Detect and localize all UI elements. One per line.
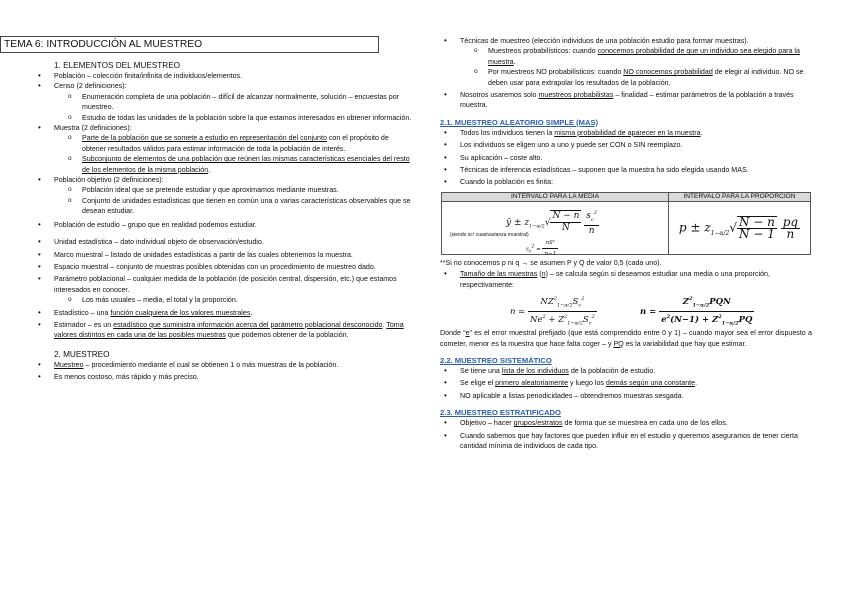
tamano-list bbox=[440, 269, 812, 290]
underlined-text: lista de los individuos bbox=[501, 366, 569, 375]
table-header-media: INTERVALO PARA LA MEDIA bbox=[442, 192, 669, 201]
list-item bbox=[34, 308, 414, 318]
text: que podemos obtener de la población. bbox=[225, 331, 349, 340]
text: Estimador – es un bbox=[54, 320, 114, 329]
muestreo-list bbox=[34, 360, 414, 383]
text: . bbox=[208, 165, 211, 174]
list-item bbox=[440, 366, 812, 376]
fraction: $\frac{N - n}{N}$ bbox=[552, 211, 580, 233]
text: Objetivo – hacer bbox=[460, 419, 514, 428]
text: – procedimiento mediante el cual se obtienen 1 o más muestras de la población. bbox=[83, 360, 339, 369]
text: de la población de estudio. bbox=[568, 366, 656, 375]
list-item: • Marco muestral – listado de unidades estadísticas a partir de las cuales obtenemos la muestra. bbox=[34, 250, 414, 260]
sample-size-formulas bbox=[440, 290, 812, 326]
list-item bbox=[440, 269, 812, 290]
estratificado-list bbox=[440, 418, 812, 451]
underlined-text: Subconjunto de elementos de una población que reúnen las mismas características esenciales del resto de los elementos de la misma población bbox=[82, 155, 410, 174]
text: . bbox=[513, 57, 516, 66]
list-item: • Población objetivo (2 definiciones): bbox=[34, 175, 414, 185]
page-title: TEMA 6: INTRODUCCIÓN AL MUESTREO bbox=[0, 36, 379, 53]
text: Todos los individuos tienen la bbox=[460, 128, 555, 137]
list-item bbox=[440, 67, 812, 88]
proportion-interval-formula: $p \pm z_{1-\alpha/2}√$ $\frac{N - n}{N - 1}$ $\frac{pq}{n}$ bbox=[678, 215, 799, 241]
underlined-text: estadístico que suministra información acerca del parámetro poblacional desconocido bbox=[113, 320, 383, 329]
list-item: • NO aplicable a listas periodicidades – obtendremos muestras sesgada. bbox=[440, 391, 812, 401]
donde-paragraph bbox=[440, 328, 812, 349]
text: Muestreos probabilísticos: cuando bbox=[488, 47, 598, 56]
sample-size-proportion-formula: n = $\frac{Z^2_{1-\alpha/2}PQN}{e^2(N-1) + Z^2_{1-\alpha/2}PQ}$ bbox=[640, 296, 753, 327]
tecnicas-list bbox=[440, 36, 812, 111]
section-heading-estratificado bbox=[440, 407, 812, 418]
list-item: • Población de estudio – grupo que en realidad podemos estudiar. bbox=[34, 220, 414, 230]
underlined-text: e bbox=[465, 329, 470, 338]
list-item bbox=[440, 90, 812, 111]
list-item: • Es menos costoso, más rápido y más preciso. bbox=[34, 372, 414, 382]
section-heading-elementos: 1. ELEMENTOS DEL MUESTREO bbox=[54, 61, 181, 70]
underlined-text: n bbox=[541, 270, 546, 279]
table-header-proporcion: INTERVALO PARA LA PROPORCIÓN bbox=[669, 192, 811, 201]
text: Estadístico – una bbox=[54, 308, 111, 317]
underlined-text: misma probabilidad de aparecer en la muestra bbox=[554, 128, 701, 137]
heading-text: 2.2. MUESTREO SISTEMÁTICO bbox=[440, 355, 552, 365]
sistematico-list bbox=[440, 366, 812, 401]
mean-interval-formula: ȳ ± $z_{1-\alpha/2}√$ $\frac{N - n}{N}$ $\frac{s_c^2}{n}$ bbox=[506, 209, 597, 237]
underlined-text: demás según una constante bbox=[605, 379, 696, 388]
underlined-text: grupos/estratos bbox=[513, 419, 563, 428]
text: . bbox=[700, 128, 703, 137]
text: con el propósito de obtener resultados válidos para estimar información de toda la población de interés. bbox=[82, 134, 389, 153]
section-heading-sistematico bbox=[440, 355, 812, 366]
list-item bbox=[34, 320, 414, 341]
list-item bbox=[34, 154, 414, 175]
underlined-text: muestreos probabilistas bbox=[538, 91, 614, 100]
text: ( bbox=[537, 270, 542, 279]
list-item: o Población ideal que se pretende estudiar y que aproximamos mediante muestras. bbox=[34, 185, 414, 195]
list-item: • Cuando sabemos que hay factores que pueden influir en el estudio y queremos aseguramos de tener cierta cantidad mínima de individuos de cada tipo. bbox=[440, 431, 812, 452]
section-heading-mas bbox=[440, 117, 812, 128]
variance-formula: $s_c^2$ = $\frac{\text{nS²}}{n-1}$ bbox=[526, 239, 557, 258]
text: Nosotros usaremos solo bbox=[460, 91, 539, 100]
left-column bbox=[34, 0, 414, 383]
formula-media bbox=[442, 201, 669, 258]
list-item bbox=[440, 128, 812, 138]
text: ) – se calcula según si deseamos estudiar una media o una proporción, respectivamente: bbox=[460, 270, 770, 289]
underlined-text: función cualquiera de los valores muestrales bbox=[110, 308, 251, 317]
text: – finalidad – estimar parámetros de la población a través muestra. bbox=[460, 91, 794, 110]
mas-list bbox=[440, 128, 812, 188]
sample-size-mean-formula: n = $\frac{NZ^2_{1-\alpha/2}S_c^2}{Ne^2 + Z^2_{1-\alpha/2}S_c^2}$ bbox=[510, 296, 595, 327]
text: de elegir al individuo. NO se deben usar para extrapolar los resultados de la población. bbox=[488, 68, 804, 87]
text: y luego los bbox=[568, 379, 606, 388]
text: . bbox=[695, 379, 698, 388]
list-item: • Técnicas de inferencia estadísticas – suponen que la muestra ha sido elegida usando MAS. bbox=[440, 165, 812, 175]
list-item bbox=[34, 360, 414, 370]
heading-text: 2.3. MUESTREO ESTRATIFICADO bbox=[440, 408, 561, 418]
fraction: $\frac{s_c^2}{n}$ bbox=[586, 209, 597, 237]
formula-table bbox=[441, 192, 811, 258]
text: de forma que se muestrea en cada uno de los ellos. bbox=[562, 419, 728, 428]
list-item: o Los más usuales – media, el total y la proporción. bbox=[34, 295, 414, 305]
underlined-text: NO conocemos probabilidad bbox=[623, 68, 713, 77]
elementos-list bbox=[34, 71, 414, 341]
formula-proporcion bbox=[669, 201, 811, 254]
underlined-text: primero aleatoriamente bbox=[495, 379, 569, 388]
text: Donde “ bbox=[440, 329, 466, 338]
underlined-text: Tamaño de las muestras bbox=[460, 270, 538, 279]
list-item: • Los individuos se eligen uno a uno y puede ser CON o SIN reemplazo. bbox=[440, 140, 812, 150]
list-item bbox=[440, 378, 812, 388]
list-item: o Estudio de todas las unidades de la población sobre la que estamos interesados en obtener información. bbox=[34, 113, 414, 123]
list-item: • Técnicas de muestreo (elección individuos de una población estudio para formar muestras). bbox=[440, 36, 812, 46]
list-item: • Su aplicación – coste alto. bbox=[440, 153, 812, 163]
underlined-text: Muestreo bbox=[54, 360, 84, 369]
right-column bbox=[440, 0, 812, 451]
text: . bbox=[382, 320, 387, 329]
table-note: (siendo sc² cuasivarianza muestral) bbox=[450, 231, 529, 238]
list-item bbox=[440, 418, 812, 428]
list-item: • Población – colección finita/infinita de individuos/elementos. bbox=[34, 71, 414, 81]
list-item: o Conjunto de unidades estadísticas que tienen en común una o varias características observables que se desean estudiar. bbox=[34, 196, 414, 217]
text: Por muestreos NO probabilísticos: cuando bbox=[488, 68, 624, 77]
underlined-text: Parte de la población que se somete a estudio en representación del conjunto bbox=[82, 134, 327, 143]
text: ” es el error muestral prefijado (que está comprendido entre 0 y 1) – cuando mayor sea el error dispuesto a cometer, menor es la muestra que hace falta coger – y bbox=[440, 329, 812, 348]
pq-note: **Si no conocemos p ni q → se asumen P y Q de valor 0,5 (cada uno). bbox=[440, 258, 662, 267]
list-item: • Muestra (2 definiciones): bbox=[34, 123, 414, 133]
list-item bbox=[440, 46, 812, 67]
underlined-text: PQ bbox=[613, 339, 624, 348]
section-heading-muestreo: 2. MUESTREO bbox=[54, 349, 110, 359]
list-item: • Censo (2 definiciones): bbox=[34, 81, 414, 91]
list-item: o Enumeración completa de una población – difícil de alcanzar normalmente, solución – encuestas por muestreo. bbox=[34, 92, 414, 113]
text: Se tiene una bbox=[460, 366, 502, 375]
text: Se elige el bbox=[460, 379, 496, 388]
list-item: • Cuando la población es finita: bbox=[440, 177, 812, 187]
underlined-text: Toma valores distintos en cada una de las posibles muestras bbox=[54, 320, 404, 340]
text: es la variabilidad que hay que estimar. bbox=[623, 339, 747, 348]
list-item: • Unidad estadística – dato individual objeto de observación/estudio. bbox=[34, 237, 414, 247]
underlined-text: conocemos probabilidad de que un individuo sea elegido para la muestra bbox=[488, 47, 800, 66]
text: . bbox=[250, 308, 253, 317]
list-item: • Espacio muestral – conjunto de muestras posibles obtenidas con un procedimiento de muestreo dado. bbox=[34, 262, 414, 272]
heading-text: 2.1. MUESTREO ALEATORIO SIMPLE (MAS) bbox=[440, 117, 599, 127]
list-item bbox=[34, 133, 414, 154]
list-item: • Parámetro poblacional – cualquier medida de la población (de posición central, dispersión, etc.) que estamos interesados en conocer. bbox=[34, 274, 414, 295]
